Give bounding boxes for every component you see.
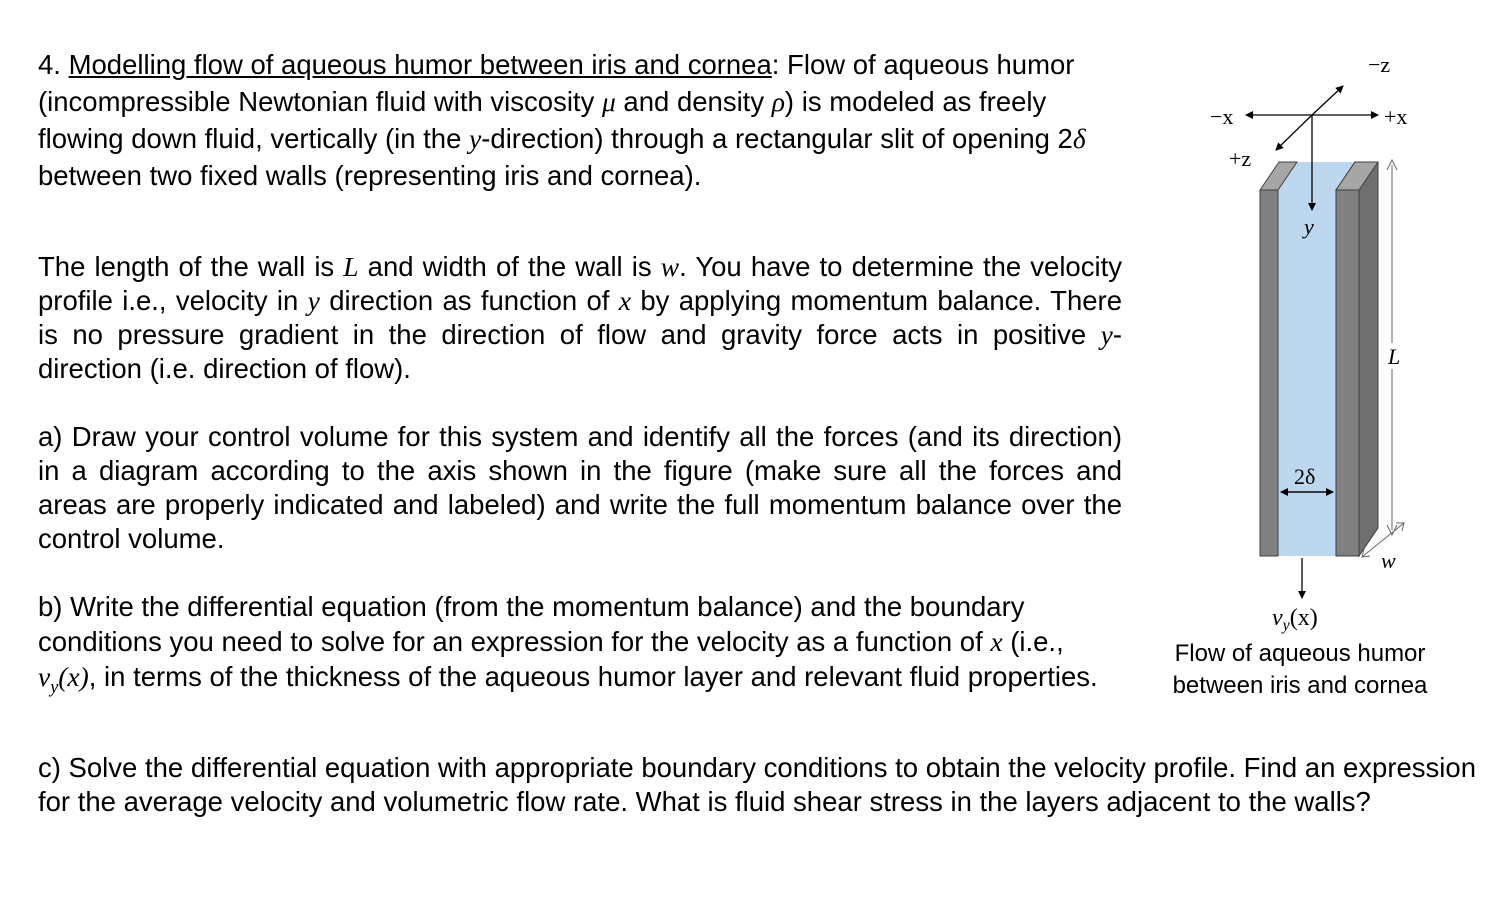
symbol-y: y <box>469 123 482 154</box>
axis-label-plus-z: +z <box>1229 146 1252 171</box>
slit-flow-diagram <box>1140 40 1470 720</box>
minus-z-arrow <box>1312 86 1343 115</box>
symbol-rho: ρ <box>771 86 785 117</box>
figure-caption-line-2: between iris and cornea <box>1172 672 1428 699</box>
intro-text-5: between two fixed walls (representing iris and cornea). <box>38 160 702 191</box>
part-b <box>38 589 1113 705</box>
velocity-subscript: y <box>50 676 59 697</box>
velocity-symbol <box>38 661 89 697</box>
fluid-front <box>1278 190 1336 556</box>
part-a: a) Draw your control volume for this system and identify all the forces (and its direction) in a diagram according to the axis shown in the figure (make sure all the forces and areas are properly indicated and labeled) and write the full momentum balance over the control volume. <box>38 421 1122 554</box>
axis-label-minus-x: −x <box>1210 104 1234 129</box>
plus-z-arrow <box>1276 115 1312 150</box>
velocity-label-v: v <box>1272 605 1283 631</box>
intro-text-4: -direction) through a rectangular slit of opening 2 <box>481 123 1073 154</box>
setup-text-5: by applying momentum balance. There is no pressure gradient in the direction of flow and gravity force acts in positive <box>38 285 1122 350</box>
axis-label-plus-x: +x <box>1384 104 1408 129</box>
velocity-arg: (x) <box>58 661 89 692</box>
left-wall-front <box>1260 190 1278 556</box>
velocity-v: v <box>38 661 51 692</box>
symbol-x: x <box>990 626 1003 657</box>
setup-text-2: and width of the wall is <box>358 251 661 282</box>
setup-text-3: . You have to determine the velocity profile i.e., velocity in <box>38 251 1122 316</box>
question-setup <box>38 250 1122 386</box>
label-y: y <box>1304 214 1314 239</box>
velocity-label-sub: y <box>1282 617 1290 634</box>
axis-system <box>1246 86 1378 160</box>
setup-text-4: direction as function of <box>319 285 619 316</box>
setup-text-6: -direction (i.e. direction of flow). <box>38 319 1122 384</box>
setup-text-1: The length of the wall is <box>38 251 344 282</box>
axis-label-minus-z: −z <box>1368 52 1391 77</box>
symbol-x: x <box>618 285 631 316</box>
label-gap: 2δ <box>1294 464 1316 489</box>
symbol-mu: μ <box>601 86 616 117</box>
symbol-y: y <box>307 285 320 316</box>
figure-caption-line-1: Flow of aqueous humor <box>1174 640 1426 667</box>
symbol-delta: δ <box>1072 123 1086 154</box>
part-c: c) Solve the differential equation with appropriate boundary conditions to obtain the velocity profile. Find an expression for the average velocity and volumetric flow rate. What is fluid shear stress in the layers adjacent to the walls? <box>38 752 1477 817</box>
intro-text-3: ) is modeled as freely flowing down fluid, vertically (in the <box>38 86 1047 154</box>
symbol-L: L <box>343 251 359 282</box>
question-intro <box>38 46 1118 194</box>
label-w: w <box>1381 548 1396 573</box>
label-L: L <box>1388 344 1401 369</box>
question-number: 4. <box>38 49 61 80</box>
part-b-text-3: , in terms of the thickness of the aqueous humor layer and relevant fluid properties. <box>88 661 1098 692</box>
symbol-w: w <box>660 251 680 282</box>
intro-text-1: : Flow of aqueous humor (incompressible Newtonian fluid with viscosity <box>38 49 1075 117</box>
symbol-y: y <box>1100 319 1113 350</box>
velocity-label <box>1272 605 1318 634</box>
part-b-text-1: b) Write the differential equation (from the momentum balance) and the boundary conditions you need to solve for an expression for the velocity as a function of <box>38 591 1025 657</box>
part-b-text-2: (i.e., <box>1002 626 1064 657</box>
question-title: Modelling flow of aqueous humor between iris and cornea <box>68 49 772 80</box>
velocity-label-arg: (x) <box>1289 605 1318 631</box>
right-wall <box>1336 162 1378 556</box>
intro-text-2: and density <box>615 86 772 117</box>
right-wall-front <box>1336 190 1359 556</box>
